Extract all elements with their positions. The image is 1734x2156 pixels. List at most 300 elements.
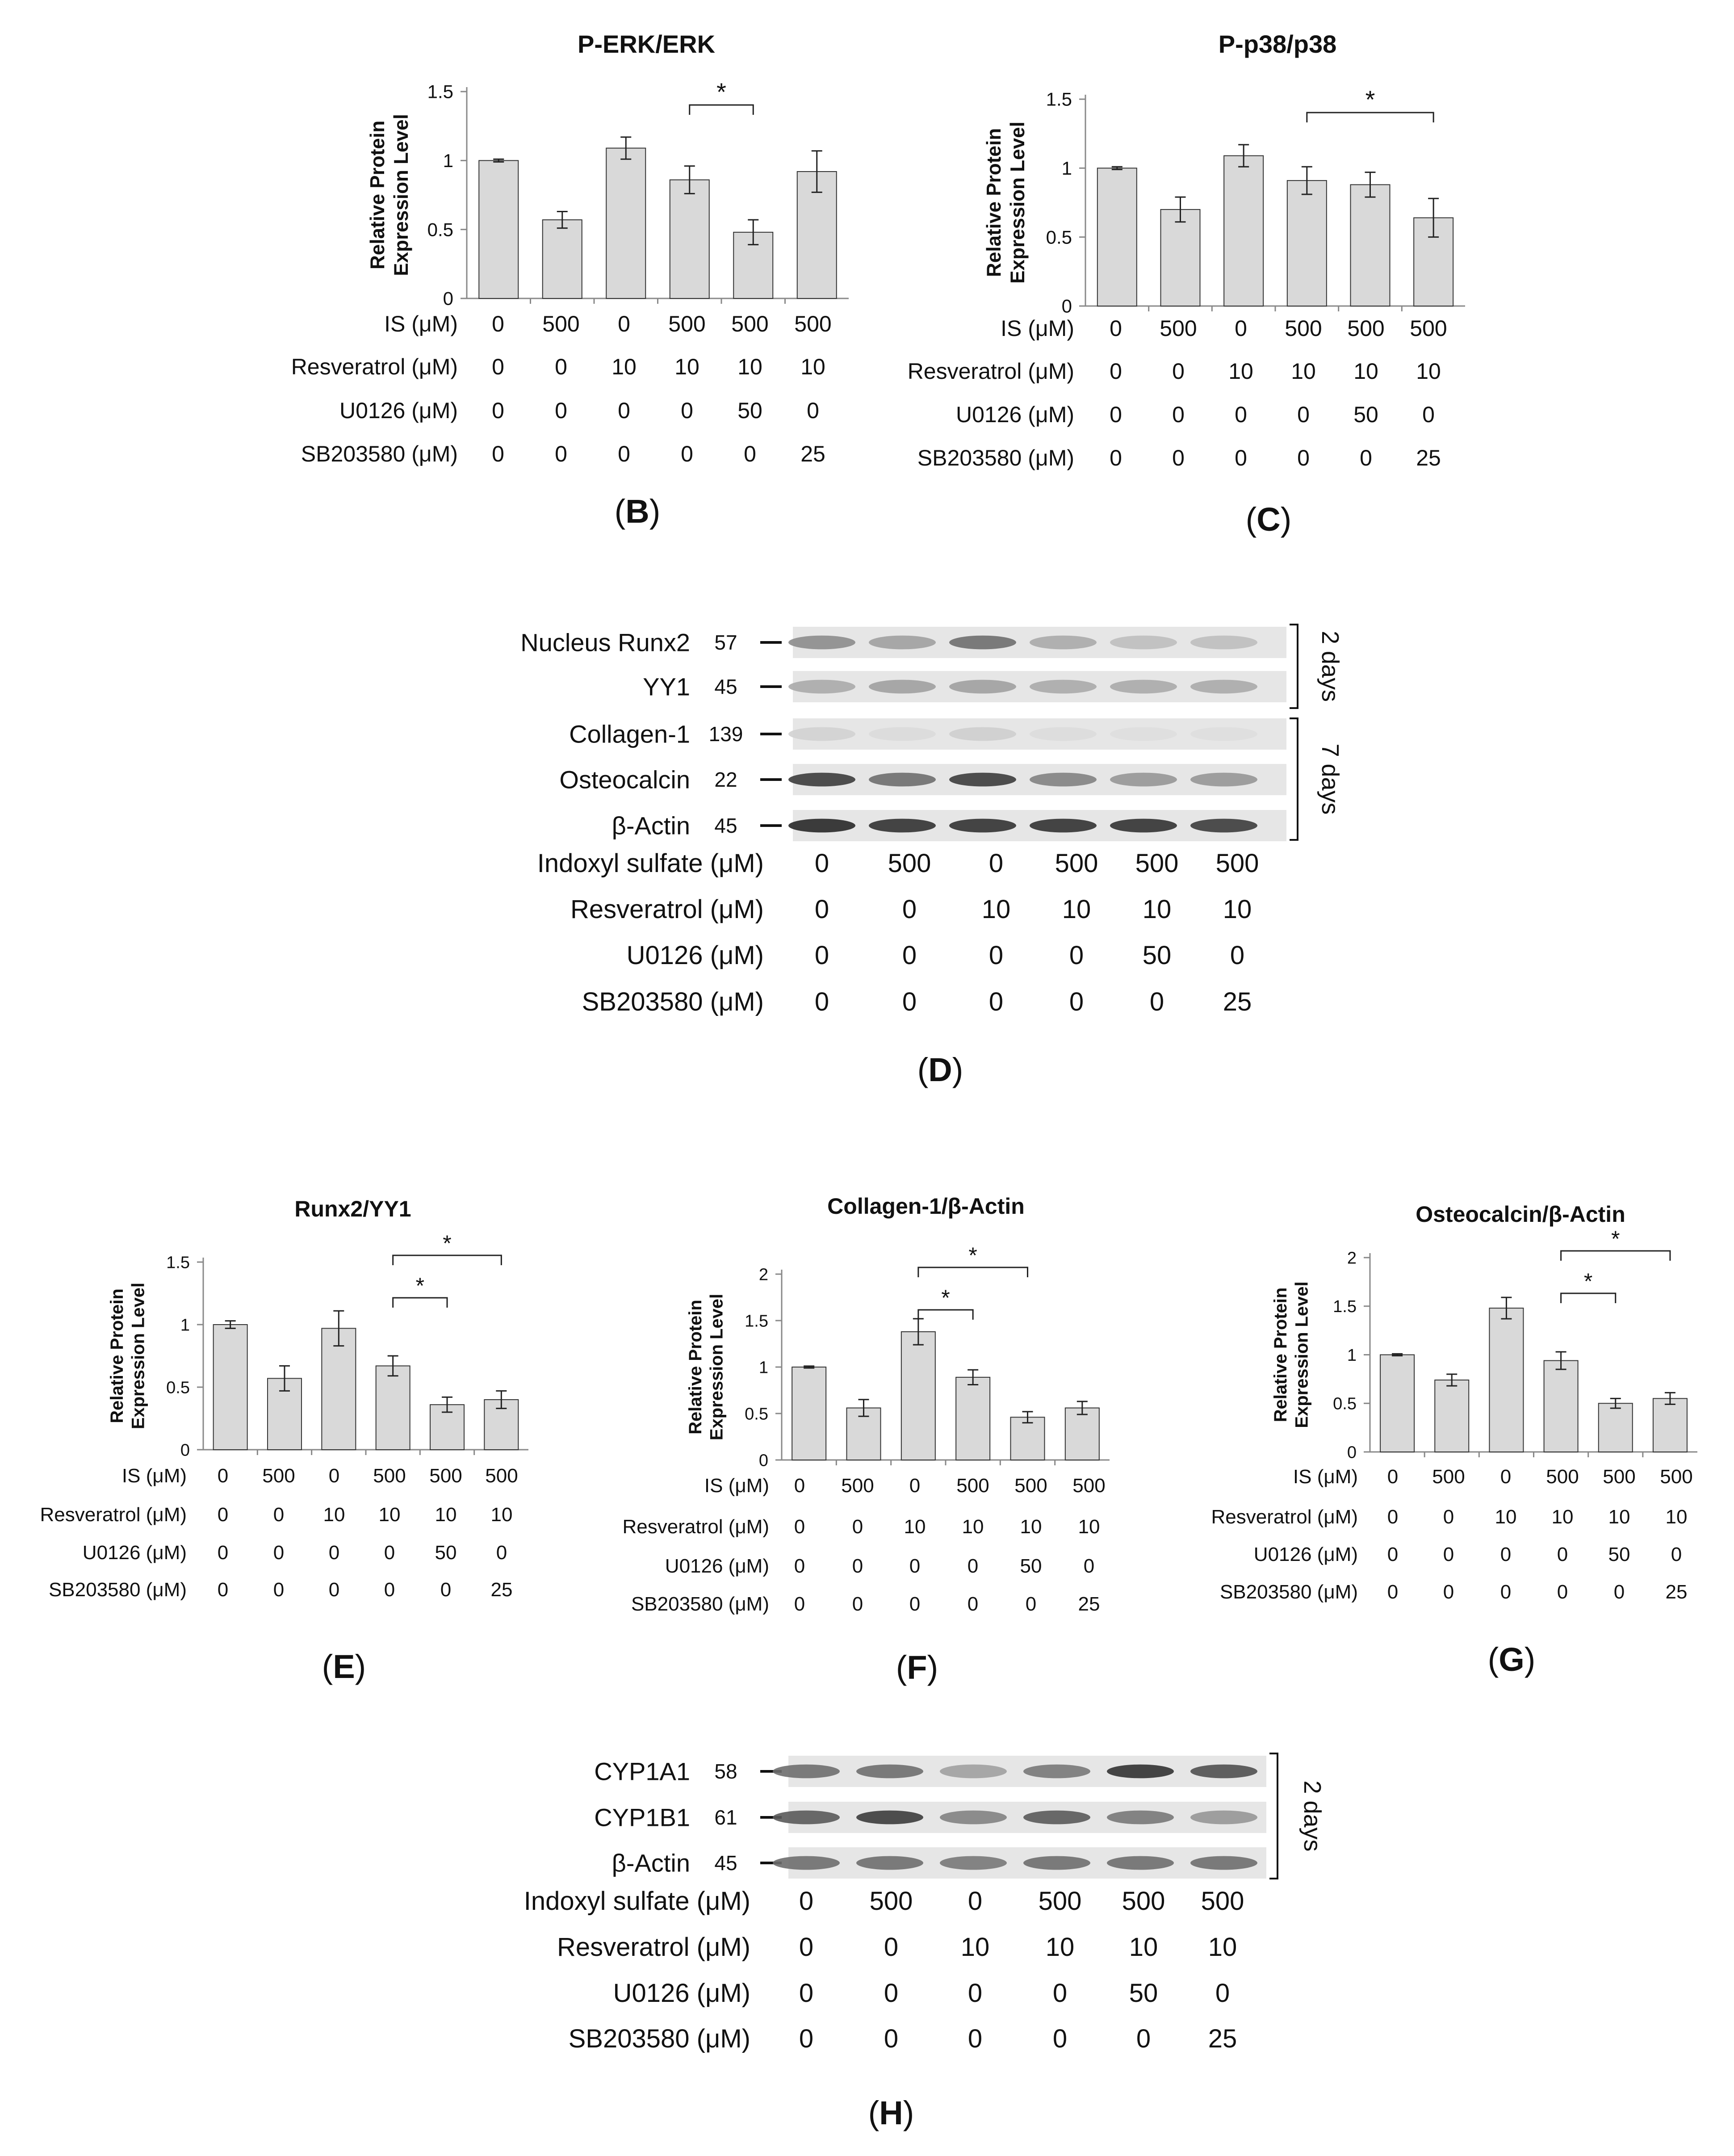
y-axis-label: Expression Level [128,1282,148,1430]
blot-band [1190,1856,1257,1870]
significance-star: * [415,1273,425,1298]
blot-band [1023,1856,1090,1870]
treatment-value: 0 [1083,1555,1095,1577]
treatment-value: 0 [217,1504,229,1526]
treatment-value: 50 [1129,1979,1158,2008]
blot-band [788,680,855,694]
treatment-value: 500 [888,849,931,878]
treatment-value: 50 [737,398,762,423]
time-bracket [1269,1753,1277,1879]
bar [479,160,518,298]
blot-band [1023,1765,1090,1778]
y-axis-label: Relative Protein [107,1288,127,1423]
blot-band [788,773,855,787]
significance-star: * [443,1231,452,1256]
y-tick-label: 1.5 [1333,1297,1357,1317]
treatment-value: 500 [1410,316,1447,341]
kda-label: 139 [708,722,743,746]
treatment-value: 10 [1608,1506,1630,1528]
treatment-value: 0 [1110,402,1122,427]
y-axis-label: Relative Protein [367,120,389,270]
treatment-value: 0 [1052,2024,1068,2053]
y-tick-label: 1.5 [745,1312,768,1331]
treatment-value: 0 [967,1555,979,1577]
y-tick-label: 1 [1347,1346,1357,1365]
protein-label: β-Actin [612,1849,690,1877]
treatment-value: 10 [612,354,637,379]
significance-star: * [968,1243,977,1268]
treatment-value: 0 [902,941,917,970]
treatment-row-label: Resveratrol (μM) [622,1516,769,1538]
bar [376,1366,410,1450]
treatment-row-label: IS (μM) [384,311,458,336]
blot-band [1110,727,1177,741]
treatment-value: 10 [800,354,825,379]
treatment-value: 0 [909,1555,921,1577]
treatment-value: 0 [328,1579,340,1601]
chart-title: Runx2/YY1 [294,1196,411,1221]
treatment-value: 0 [492,398,504,423]
blot-band [869,680,936,694]
treatment-value: 0 [492,441,504,466]
treatment-row-label: Resveratrol (μM) [40,1504,187,1526]
y-tick-label: 1 [443,150,453,172]
treatment-value: 0 [1557,1544,1568,1565]
blot-band [788,819,855,833]
bar [1287,180,1327,306]
treatment-value: 0 [273,1579,285,1601]
treatment-value: 0 [988,987,1004,1016]
treatment-value: 0 [884,2024,899,2053]
y-axis-label: Relative Protein [983,128,1005,277]
treatment-row-label: Resveratrol (μM) [291,354,458,379]
treatment-row-label: U0126 (μM) [82,1542,187,1564]
treatment-value: 0 [814,987,829,1016]
treatment-value: 10 [1291,359,1316,384]
treatment-value: 0 [1235,445,1247,470]
treatment-value: 0 [555,441,567,466]
treatment-value: 10 [1665,1506,1688,1528]
treatment-value: 0 [492,311,504,336]
chart-C [908,30,1465,538]
treatment-value: 0 [1613,1581,1625,1603]
blot-band [856,1856,923,1870]
blot-band [940,1811,1007,1825]
treatment-value: 0 [1172,402,1185,427]
kda-label: 45 [714,814,737,838]
treatment-value: 0 [1387,1466,1399,1488]
treatment-value: 0 [799,1979,814,2008]
blot-band [869,727,936,741]
protein-label: Collagen-1 [569,720,690,748]
treatment-value: 50 [1353,402,1378,427]
bar [1544,1361,1578,1452]
blot-band [1190,773,1257,787]
treatment-value: 10 [674,354,699,379]
treatment-value: 0 [1422,402,1435,427]
protein-label: YY1 [643,672,690,701]
treatment-value: 0 [217,1579,229,1601]
treatment-value: 0 [384,1542,395,1564]
y-tick-label: 0 [180,1441,190,1460]
treatment-value: 10 [1353,359,1378,384]
treatment-value: 0 [968,2024,983,2053]
treatment-value: 0 [328,1542,340,1564]
significance-star: * [941,1285,950,1310]
y-axis-label: Expression Level [1007,122,1029,284]
treatment-row-label: IS (μM) [1293,1466,1358,1488]
treatment-value: 0 [555,354,567,379]
y-tick-label: 0.5 [1046,227,1072,248]
treatment-value: 0 [794,1555,805,1577]
blot-band [1030,680,1097,694]
treatment-row-label: U0126 (μM) [1253,1544,1358,1565]
treatment-value: 10 [1495,1506,1517,1528]
treatment-value: 0 [884,1933,899,1962]
treatment-row-label: SB203580 (μM) [568,2024,750,2053]
treatment-value: 0 [852,1516,863,1538]
treatment-value: 0 [909,1593,921,1615]
bar [1161,210,1200,306]
blot-band [1030,773,1097,787]
blot-band [869,773,936,787]
blot-band [949,636,1016,650]
treatment-value: 0 [1671,1544,1682,1565]
treatment-value: 500 [869,1887,913,1916]
kda-label: 61 [714,1806,737,1829]
treatment-value: 0 [1235,316,1247,341]
blot-band [1110,773,1177,787]
y-tick-label: 1.5 [166,1253,190,1272]
blot-band [1023,1811,1090,1825]
treatment-value: 0 [681,441,693,466]
treatment-value: 25 [490,1579,513,1601]
treatment-value: 10 [378,1504,401,1526]
treatment-value: 500 [794,311,832,336]
treatment-value: 0 [988,849,1004,878]
treatment-value: 10 [960,1933,990,1962]
y-tick-label: 1.5 [427,81,453,102]
treatment-value: 0 [1360,445,1372,470]
kda-label: 45 [714,1851,737,1875]
y-tick-label: 1 [1061,158,1072,179]
y-tick-label: 0.5 [1333,1394,1357,1414]
significance-bracket [393,1255,502,1265]
blot-band [1107,1765,1174,1778]
treatment-value: 10 [1142,895,1172,924]
treatment-value: 10 [904,1516,926,1538]
panel-label-B: (B) [614,493,661,530]
treatment-value: 0 [1172,359,1185,384]
treatment-value: 0 [814,941,829,970]
blot-band [1190,1811,1257,1825]
treatment-value: 0 [909,1475,921,1497]
treatment-row-label: IS (μM) [1001,316,1074,341]
treatment-value: 25 [1208,2024,1237,2053]
treatment-value: 50 [1608,1544,1630,1565]
blot-band [773,1856,840,1870]
panel-label-D: (D) [917,1051,963,1088]
treatment-value: 500 [1347,316,1385,341]
treatment-value: 10 [323,1504,345,1526]
bar [1435,1380,1469,1452]
kda-label: 45 [714,675,737,699]
y-tick-label: 0.5 [166,1378,190,1397]
treatment-value: 0 [968,1887,983,1916]
bar [670,180,709,298]
blot-band [1030,727,1097,741]
protein-label: Osteocalcin [559,765,690,794]
treatment-value: 500 [1603,1466,1636,1488]
blot-band [949,680,1016,694]
blot-band [1107,1856,1174,1870]
treatment-value: 0 [1443,1581,1454,1603]
treatment-value: 0 [1172,445,1185,470]
treatment-row-label: Resveratrol (μM) [570,895,764,924]
significance-bracket [690,105,754,115]
treatment-row-label: SB203580 (μM) [1219,1581,1358,1603]
chart-E [40,1196,529,1685]
treatment-value: 10 [737,354,762,379]
bar [214,1325,247,1450]
time-bracket [1290,718,1298,840]
treatment-value: 0 [852,1555,863,1577]
treatment-value: 10 [1208,1933,1237,1962]
treatment-value: 0 [1110,316,1122,341]
bar [1065,1408,1099,1460]
treatment-value: 0 [217,1465,229,1487]
blot-band [788,636,855,650]
time-label: 2 days [1317,630,1344,702]
treatment-value: 50 [1142,941,1172,970]
treatment-value: 25 [1665,1581,1688,1603]
y-tick-label: 1 [758,1358,768,1377]
treatment-row-label: SB203580 (μM) [631,1593,769,1615]
treatment-value: 0 [384,1579,395,1601]
blot-band [773,1811,840,1825]
treatment-row-label: SB203580 (μM) [582,987,764,1016]
blot-band [1190,636,1257,650]
treatment-value: 500 [1038,1887,1082,1916]
bar [543,220,582,298]
y-tick-label: 1 [180,1316,190,1335]
treatment-value: 0 [902,987,917,1016]
treatment-value: 0 [968,1979,983,2008]
bar [901,1332,935,1460]
treatment-value: 500 [429,1465,462,1487]
kda-label: 22 [714,768,737,792]
protein-label: CYP1A1 [594,1757,690,1786]
treatment-value: 0 [1387,1544,1399,1565]
y-tick-label: 0 [443,288,453,309]
blot-band [1030,819,1097,833]
treatment-value: 0 [814,895,829,924]
treatment-row-label: Resveratrol (μM) [1211,1506,1358,1528]
treatment-row-label: U0126 (μM) [665,1555,769,1577]
treatment-value: 0 [1500,1544,1512,1565]
blot-band [856,1765,923,1778]
treatment-value: 10 [1078,1516,1100,1538]
treatment-value: 500 [956,1475,989,1497]
treatment-value: 0 [273,1504,285,1526]
treatment-value: 500 [668,311,706,336]
treatment-value: 0 [1557,1581,1568,1603]
treatment-value: 0 [744,441,756,466]
western-blot-H [524,1753,1326,2131]
treatment-value: 50 [435,1542,457,1564]
treatment-value: 0 [794,1475,805,1497]
treatment-value: 0 [618,398,630,423]
treatment-value: 10 [1551,1506,1574,1528]
significance-bracket [1561,1293,1616,1303]
treatment-row-label: Indoxyl sulfate (μM) [524,1887,750,1916]
significance-bracket [393,1298,447,1308]
chart-G [1211,1202,1698,1678]
treatment-row-label: SB203580 (μM) [48,1579,187,1601]
treatment-row-label: U0126 (μM) [626,941,764,970]
y-tick-label: 0.5 [427,219,453,240]
blot-band [869,819,936,833]
treatment-row-label: U0126 (μM) [613,1979,750,2008]
blot-band [949,819,1016,833]
western-blot-D [520,625,1344,1088]
blot-band [1110,636,1177,650]
treatment-value: 0 [1500,1466,1512,1488]
treatment-value: 10 [435,1504,457,1526]
treatment-value: 0 [1136,2024,1151,2053]
treatment-value: 0 [807,398,819,423]
treatment-value: 0 [852,1593,863,1615]
significance-bracket [1307,113,1433,122]
time-label: 7 days [1317,743,1344,815]
blot-band [949,727,1016,741]
chart-title: P-p38/p38 [1218,30,1337,58]
significance-star: * [716,78,726,106]
treatment-value: 0 [1230,941,1245,970]
bar [1653,1398,1687,1452]
treatment-value: 0 [988,941,1004,970]
blot-band [1110,680,1177,694]
treatment-value: 0 [440,1579,452,1601]
treatment-value: 50 [1020,1555,1042,1577]
treatment-value: 0 [1443,1544,1454,1565]
treatment-value: 500 [262,1465,295,1487]
blot-band [869,636,936,650]
treatment-value: 500 [1055,849,1098,878]
y-tick-label: 1.5 [1046,88,1072,110]
treatment-value: 500 [841,1475,874,1497]
kda-label: 58 [714,1760,737,1783]
blot-band [1110,819,1177,833]
treatment-row-label: Resveratrol (μM) [557,1933,750,1962]
treatment-value: 25 [800,441,825,466]
significance-bracket [1561,1251,1670,1261]
treatment-value: 10 [1228,359,1253,384]
treatment-value: 500 [1072,1475,1106,1497]
treatment-value: 0 [814,849,829,878]
y-tick-label: 0 [758,1451,768,1470]
y-tick-label: 0 [1061,295,1072,317]
blot-band [949,773,1016,787]
treatment-value: 0 [1110,445,1122,470]
treatment-value: 500 [1160,316,1197,341]
blot-band [1190,1765,1257,1778]
treatment-value: 0 [1110,359,1122,384]
treatment-value: 0 [1149,987,1164,1016]
treatment-value: 10 [1129,1933,1158,1962]
blot-band [1190,680,1257,694]
time-label: 2 days [1299,1780,1326,1852]
treatment-row-label: Indoxyl sulfate (μM) [537,849,764,878]
significance-bracket [918,1310,973,1320]
y-tick-label: 0.5 [745,1405,768,1424]
significance-star: * [1365,85,1375,113]
bar [1489,1308,1523,1452]
treatment-row-label: IS (μM) [704,1475,769,1497]
treatment-value: 500 [1135,849,1179,878]
y-axis-label: Expression Level [1292,1281,1312,1428]
protein-label: Nucleus Runx2 [520,628,690,657]
bar [956,1377,990,1460]
treatment-value: 500 [1014,1475,1047,1497]
significance-bracket [918,1267,1028,1277]
panel-label-C: (C) [1245,501,1292,538]
blot-band [1190,727,1257,741]
panel-label-E: (E) [322,1648,366,1685]
treatment-value: 25 [1223,987,1252,1016]
treatment-value: 500 [1122,1887,1165,1916]
treatment-row-label: U0126 (μM) [956,402,1074,427]
treatment-value: 0 [555,398,567,423]
treatment-value: 500 [1215,849,1259,878]
panel-label-H: (H) [868,2094,914,2131]
bar [606,148,645,298]
treatment-value: 500 [1660,1466,1693,1488]
treatment-value: 10 [1045,1933,1075,1962]
chart-title: Osteocalcin/β-Actin [1416,1202,1625,1227]
panel-label-G: (G) [1487,1641,1536,1678]
treatment-value: 0 [1235,402,1247,427]
chart-F [623,1194,1110,1686]
blot-band [940,1765,1007,1778]
treatment-value: 0 [1297,402,1310,427]
kda-label: 57 [714,631,737,654]
treatment-value: 0 [1297,445,1310,470]
treatment-value: 10 [1223,895,1252,924]
y-axis-label: Expression Level [390,114,413,276]
blot-band [1030,636,1097,650]
treatment-value: 500 [1546,1466,1579,1488]
treatment-value: 0 [1069,987,1084,1016]
treatment-value: 0 [273,1542,285,1564]
treatment-row-label: IS (μM) [121,1465,187,1487]
treatment-value: 0 [967,1593,979,1615]
treatment-value: 0 [799,1887,814,1916]
treatment-value: 0 [902,895,917,924]
treatment-value: 500 [485,1465,518,1487]
treatment-value: 0 [794,1593,805,1615]
treatment-value: 500 [1432,1466,1465,1488]
treatment-value: 25 [1078,1593,1100,1615]
treatment-value: 0 [1443,1506,1454,1528]
blot-band [856,1811,923,1825]
bar [792,1367,826,1460]
treatment-row-label: SB203580 (μM) [917,445,1074,470]
treatment-value: 0 [618,311,630,336]
treatment-value: 0 [496,1542,507,1564]
treatment-row-label: U0126 (μM) [339,398,458,423]
chart-title: Collagen-1/β-Actin [827,1194,1025,1219]
